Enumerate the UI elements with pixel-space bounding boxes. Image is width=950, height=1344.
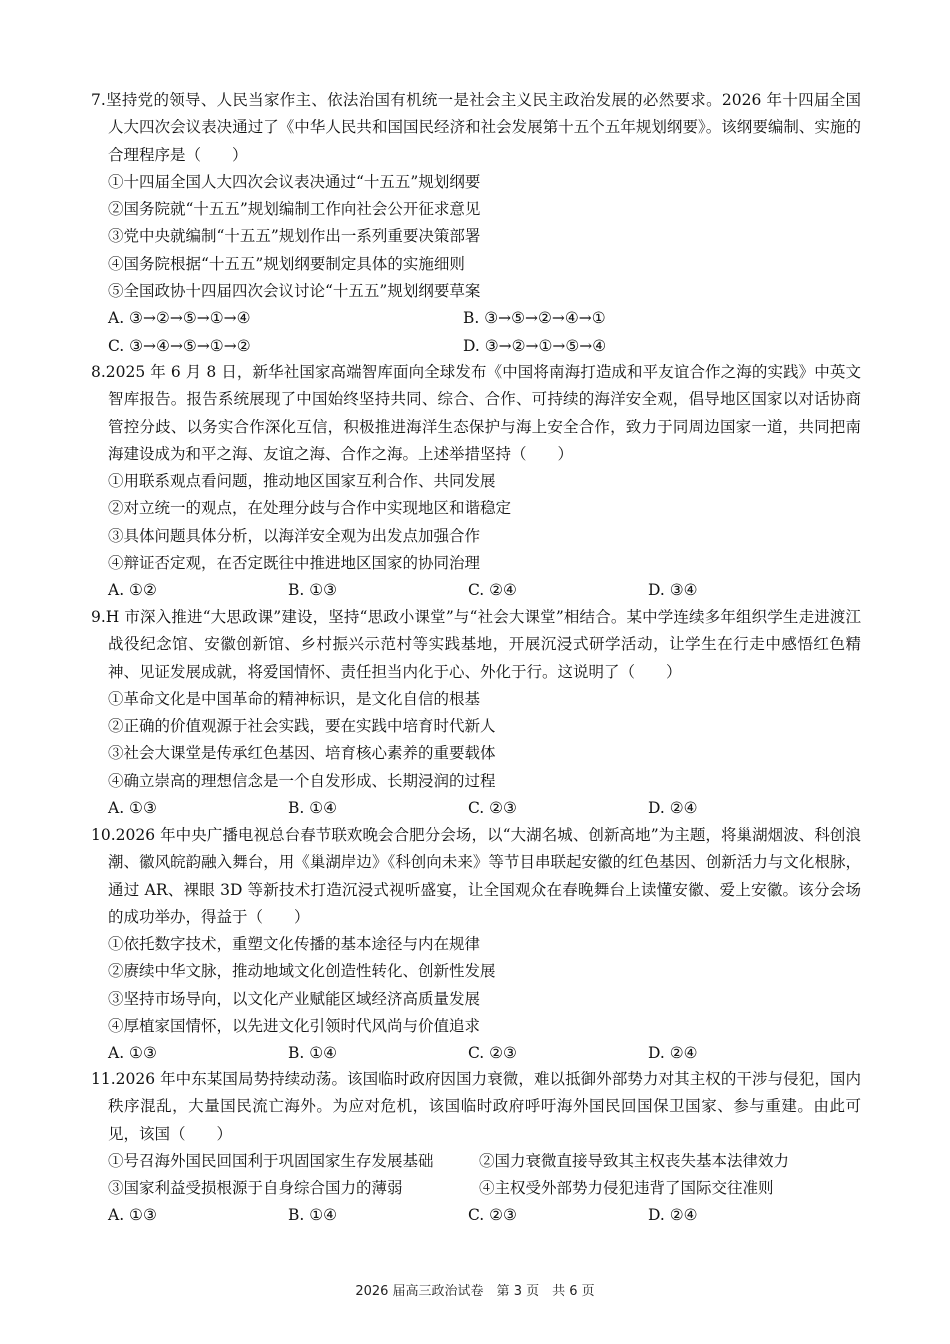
- question-11-option-a[interactable]: A. ①③: [108, 1206, 157, 1225]
- question-8-option-c[interactable]: C. ②④: [468, 581, 517, 600]
- question-9-options: [91, 795, 861, 822]
- question-8-statement-2: ②对立统一的观点，在处理分歧与合作中实现地区和谐稳定: [108, 499, 512, 518]
- question-7-stem: 7.坚持党的领导、人民当家作主、依法治国有机统一是社会主义民主政治发展的必然要求。2026 年十四届全国人大四次会议表决通过了《中华人民共和国国民经济和社会发展第十五个五年规划纲要》。该纲要编制、实施的合理程序是（ ）: [91, 91, 861, 164]
- question-10-statement-3: ③坚持市场导向，以文化产业赋能区域经济高质量发展: [108, 989, 481, 1008]
- question-8-options: [91, 577, 861, 604]
- question-7: [91, 87, 861, 360]
- question-7-statement-2: ②国务院就“十五五”规划编制工作向社会公开征求意见: [108, 200, 481, 219]
- question-10-statement-4: ④厚植家国情怀，以先进文化引领时代风尚与价值追求: [108, 1017, 481, 1036]
- question-10-options: [91, 1040, 861, 1067]
- question-7-options-row-2: [91, 333, 861, 360]
- question-7-options-row-1: [91, 305, 861, 332]
- question-10-option-d[interactable]: D. ②④: [648, 1044, 698, 1063]
- question-11-option-c[interactable]: C. ②③: [468, 1206, 517, 1225]
- question-11-option-b[interactable]: B. ①④: [288, 1206, 338, 1225]
- question-7-option-d[interactable]: D. ③→②→①→⑤→④: [463, 336, 607, 355]
- question-7-option-b[interactable]: B. ③→⑤→②→④→①: [463, 309, 606, 328]
- question-10-option-a[interactable]: A. ①③: [108, 1044, 157, 1063]
- question-11-option-d[interactable]: D. ②④: [648, 1206, 698, 1225]
- question-9-option-d[interactable]: D. ②④: [648, 799, 698, 818]
- question-9-statement-2: ②正确的价值观源于社会实践，要在实践中培育时代新人: [108, 717, 496, 736]
- question-7-statement-3: ③党中央就编制“十五五”规划作出一系列重要决策部署: [108, 227, 481, 246]
- question-10-option-c[interactable]: C. ②③: [468, 1044, 517, 1063]
- question-10-statement-1: ①依托数字技术，重塑文化传播的基本途径与内在规律: [108, 935, 481, 954]
- question-11-statement-4: ④主权受外部势力侵犯违背了国际交往准则: [479, 1179, 774, 1198]
- question-9-statement-4: ④确立崇高的理想信念是一个自发形成、长期浸润的过程: [108, 771, 496, 790]
- question-10-option-b[interactable]: B. ①④: [288, 1044, 338, 1063]
- question-9: [91, 604, 861, 822]
- question-7-statement-1: ①十四届全国人大四次会议表决通过“十五五”规划纲要: [108, 172, 481, 191]
- question-8-option-a[interactable]: A. ①②: [108, 581, 157, 600]
- question-8-stem: 8.2025 年 6 月 8 日，新华社国家高端智库面向全球发布《中国将南海打造成和平友谊合作之海的实践》中英文智库报告。报告系统展现了中国始终坚持共同、综合、合作、可持续的海洋安全观，倡导地区国家以对话协商管控分歧、以务实合作深化互信，积极推进海洋生态保护与海上安全合作，致力于同周边国家一道，共同把南海建设成为和平之海、友谊之海、合作之海。上述举措坚持（ ）: [91, 363, 861, 463]
- question-8-statement-3: ③具体问题具体分析，以海洋安全观为出发点加强合作: [108, 526, 481, 545]
- question-9-statement-1: ①革命文化是中国革命的精神标识，是文化自信的根基: [108, 689, 481, 708]
- question-9-statement-3: ③社会大课堂是传承红色基因、培育核心素养的重要载体: [108, 744, 496, 763]
- question-9-stem: 9.H 市深入推进“大思政课”建设，坚持“思政小课堂”与“社会大课堂”相结合。某中学连续多年组织学生走进渡江战役纪念馆、安徽创新馆、乡村振兴示范村等实践基地，开展沉浸式研学活动，让学生在行走中感悟红色精神、见证发展成就，将爱国情怀、责任担当内化于心、外化于行。这说明了（ ）: [91, 608, 861, 681]
- question-7-statement-5: ⑤全国政协十四届四次会议讨论“十五五”规划纲要草案: [108, 282, 481, 301]
- question-9-option-a[interactable]: A. ①③: [108, 799, 157, 818]
- question-9-option-c[interactable]: C. ②③: [468, 799, 517, 818]
- question-11-statement-1: ①号召海外国民回国利于巩固国家生存发展基础: [108, 1151, 434, 1170]
- question-11: [91, 1066, 861, 1230]
- question-7-option-a[interactable]: A. ③→②→⑤→①→④: [108, 309, 251, 328]
- question-10-statement-2: ②赓续中华文脉，推动地域文化创造性转化、创新性发展: [108, 962, 496, 981]
- question-8-statement-1: ①用联系观点看问题，推动地区国家互利合作、共同发展: [108, 472, 496, 491]
- question-11-options: [91, 1202, 861, 1229]
- question-7-statement-4: ④国务院根据“十五五”规划纲要制定具体的实施细则: [108, 254, 465, 273]
- question-10-stem: 10.2026 年中央广播电视总台春节联欢晚会合肥分会场，以“大湖名城、创新高地”为主题，将巢湖烟波、科创浪潮、徽风皖韵融入舞台，用《巢湖岸边》《科创向未来》等节目串联起安徽的红色基因、创新活力与文化根脉，通过 AR、裸眼 3D 等新技术打造沉浸式视听盛宴，让全国观众在春晚舞台上读懂安徽、爱上安徽。该分会场的成功举办，得益于（ ）: [91, 826, 861, 926]
- question-8-statement-4: ④辩证否定观，在否定既往中推进地区国家的协同治理: [108, 554, 481, 573]
- question-11-statement-2: ②国力衰微直接导致其主权丧失基本法律效力: [479, 1151, 790, 1170]
- question-8-option-d[interactable]: D. ③④: [648, 581, 698, 600]
- question-7-option-c[interactable]: C. ③→④→⑤→①→②: [108, 336, 251, 355]
- question-9-option-b[interactable]: B. ①④: [288, 799, 338, 818]
- question-11-statements-row-1: [91, 1148, 861, 1175]
- question-11-statement-3: ③国家利益受损根源于自身综合国力的薄弱: [108, 1179, 403, 1198]
- question-11-statements-row-2: [91, 1175, 861, 1202]
- page-footer: 2026 届高三政治试卷 第 3 页 共 6 页: [355, 1284, 595, 1299]
- question-11-stem: 11.2026 年中东某国局势持续动荡。该国临时政府因国力衰微，难以抵御外部势力对其主权的干涉与侵犯，国内秩序混乱，大量国民流亡海外。为应对危机，该国临时政府呼吁海外国民回国保卫国家、参与重建。由此可见，该国（ ）: [91, 1070, 861, 1143]
- question-10: [91, 822, 861, 1068]
- question-8-option-b[interactable]: B. ①③: [288, 581, 338, 600]
- question-8: [91, 359, 861, 605]
